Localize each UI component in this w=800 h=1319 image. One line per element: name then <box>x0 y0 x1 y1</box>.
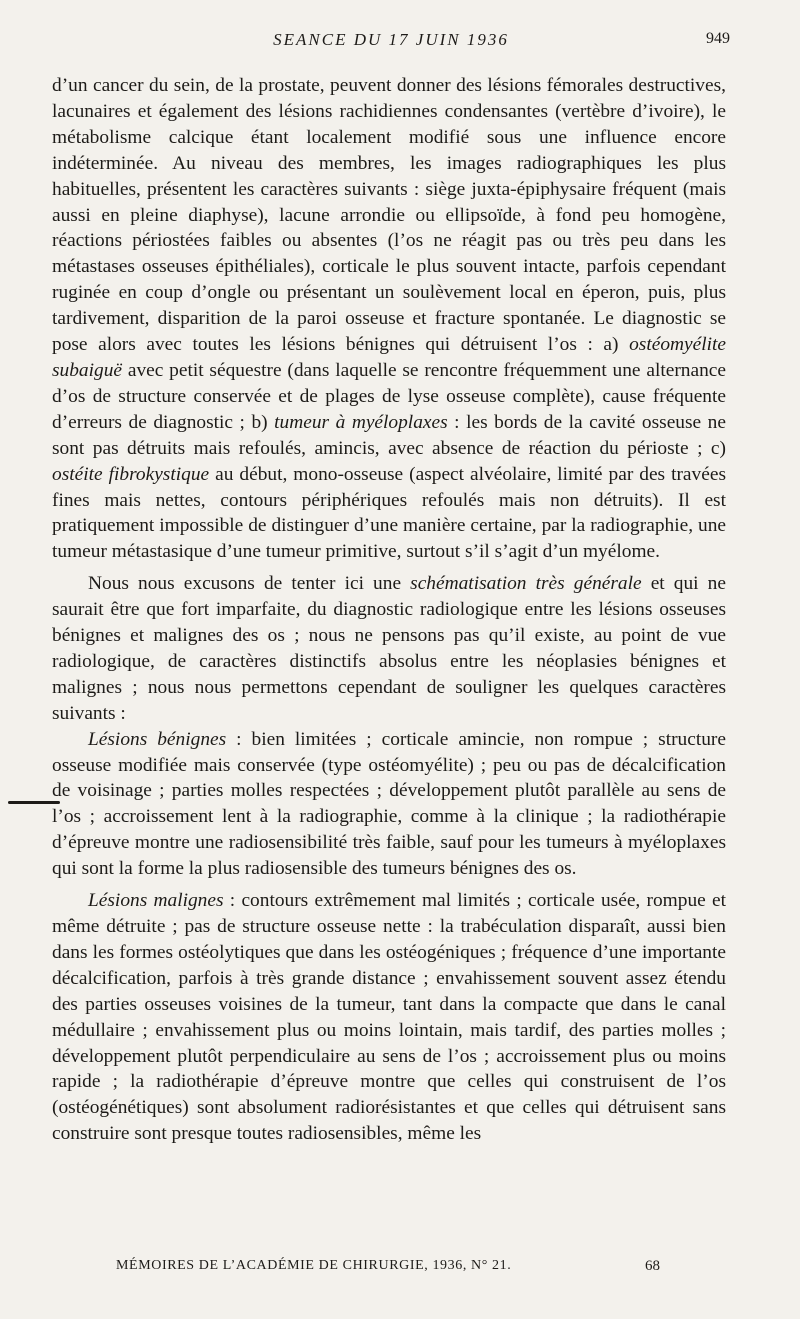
running-title: SEANCE DU 17 JUIN 1936 <box>273 30 509 49</box>
text-run: : contours extrêmement mal limités ; corticale usée, rompue et même détruite ; pas de structure osseuse nette : la trabéculation disparaît, aussi bien dans les formes ostéolytiques que dans les ostéogéniques ; fréquence d’une importante décalcification, parfois à très grande distance ; envahissement souvent assez étendu des parties osseuses voisines de la tumeur, tant dans la compacte que dans le canal médullaire ; envahissement plus ou moins lointain, mais tardif, des parties molles ; développement plutôt perpendiculaire au sens de l’os ; accroissement plus ou moins rapide ; la radiothérapie d’épreuve montre que celles qui construisent de l’os (ostéogénétiques) sont absolument radiorésistantes et que celles qui détruisent sans construire sont presque toutes radiosensibles, même les <box>52 890 727 1145</box>
italic-term: tumeur à myéloplaxes <box>274 411 448 433</box>
paragraph-1 <box>52 73 726 565</box>
text-run: : bien limitées ; corticale amincie, non rompue ; structure osseuse modifiée mais conservée (type ostéomyélite) ; peu ou pas de décalcification de voisinage ; parties molles respectées ; développement plutôt parallèle au sens de l’os ; accroissement lent à la radiographie, comme à la clinique ; la radiothérapie d’épreuve montre une radiosensibilité très faible, sauf pour les tumeurs à myéloplaxes qui sont la forme la plus radiosensible des tumeurs bénignes des os. <box>52 728 726 880</box>
text-run: d’un cancer du sein, de la prostate, peuvent donner des lésions fémorales destructives, lacunaires et également des lésions rachidiennes condensantes (vertèbre d’ivoire), le métabolisme calcique étant localement modifié sous une influence encore indéterminée. Au niveau des membres, les images radiographiques les plus habituelles, présentent les caractères suivants : siège juxta-épiphysaire fréquent (mais aussi en pleine diaphyse), lacune arrondie ou ellipsoïde, à fond peu homogène, réactions périostées faibles ou absentes (l’os ne réagit pas ou très peu dans les métastases osseuses épithéliales), corticale le plus souvent intacte, parfois cependant ruginée en coup d’ongle ou présentant un soulèvement local en éperon, puis, plus tardivement, disparition de la paroi osseuse et fracture spontanée. Le diagnostic se pose alors avec toutes les lésions bénignes qui détruisent l’os : a) <box>52 75 726 356</box>
text-run: Nous nous excusons de tenter ici une <box>88 573 411 595</box>
paragraph-2 <box>52 571 726 726</box>
text-run: avec petit séquestre (dans laquelle se rencontre fréquemment une alternance d’os de structure conservée et de plages de lyse osseuse complète), cause fréquente d’erreurs de diagnostic ; b) <box>52 359 726 433</box>
footer-source: MÉMOIRES DE L’ACADÉMIE DE CHIRURGIE, 1936, N° 21. <box>116 1258 512 1273</box>
sheet-number: 68 <box>645 1258 660 1274</box>
italic-term: ostéite fibrokystique <box>52 463 210 485</box>
italic-term: Lésions malignes <box>88 890 224 912</box>
italic-term: ostéomyélite subaiguë <box>52 334 726 381</box>
page-header <box>52 30 730 54</box>
text-run: : les bords de la cavité osseuse ne sont pas détruits mais refoulés, amincis, avec absence de réaction du périoste ; c) <box>52 411 726 459</box>
italic-term: schématisation très générale <box>410 573 642 595</box>
italic-term: Lésions bénignes <box>88 728 227 750</box>
text-run: et qui ne saurait être que fort imparfaite, du diagnostic radiologique entre les lésions osseuses bénignes et malignes des os ; nous ne pensons pas qu’il existe, au point de vue radiologique, de caractères distinctifs absolus entre les néoplasies bénignes et malignes ; nous nous permettons cependant de souligner les quelques caractères suivants : <box>52 573 726 724</box>
page-footer <box>116 1258 660 1280</box>
page-number: 949 <box>706 30 730 47</box>
paragraph-4 <box>52 888 726 1147</box>
body-text <box>52 73 726 1147</box>
text-run: au début, mono-osseuse (aspect alvéolaire, limité par des travées fines mais nettes, contours périphériques refoulés mais non détruits). Il est pratiquement impossible de distinguer d’une manière certaine, par la radiographie, une tumeur métastasique d’une tumeur primitive, surtout s’il s’agit d’un myélome. <box>52 463 726 563</box>
paragraph-3 <box>52 727 726 882</box>
